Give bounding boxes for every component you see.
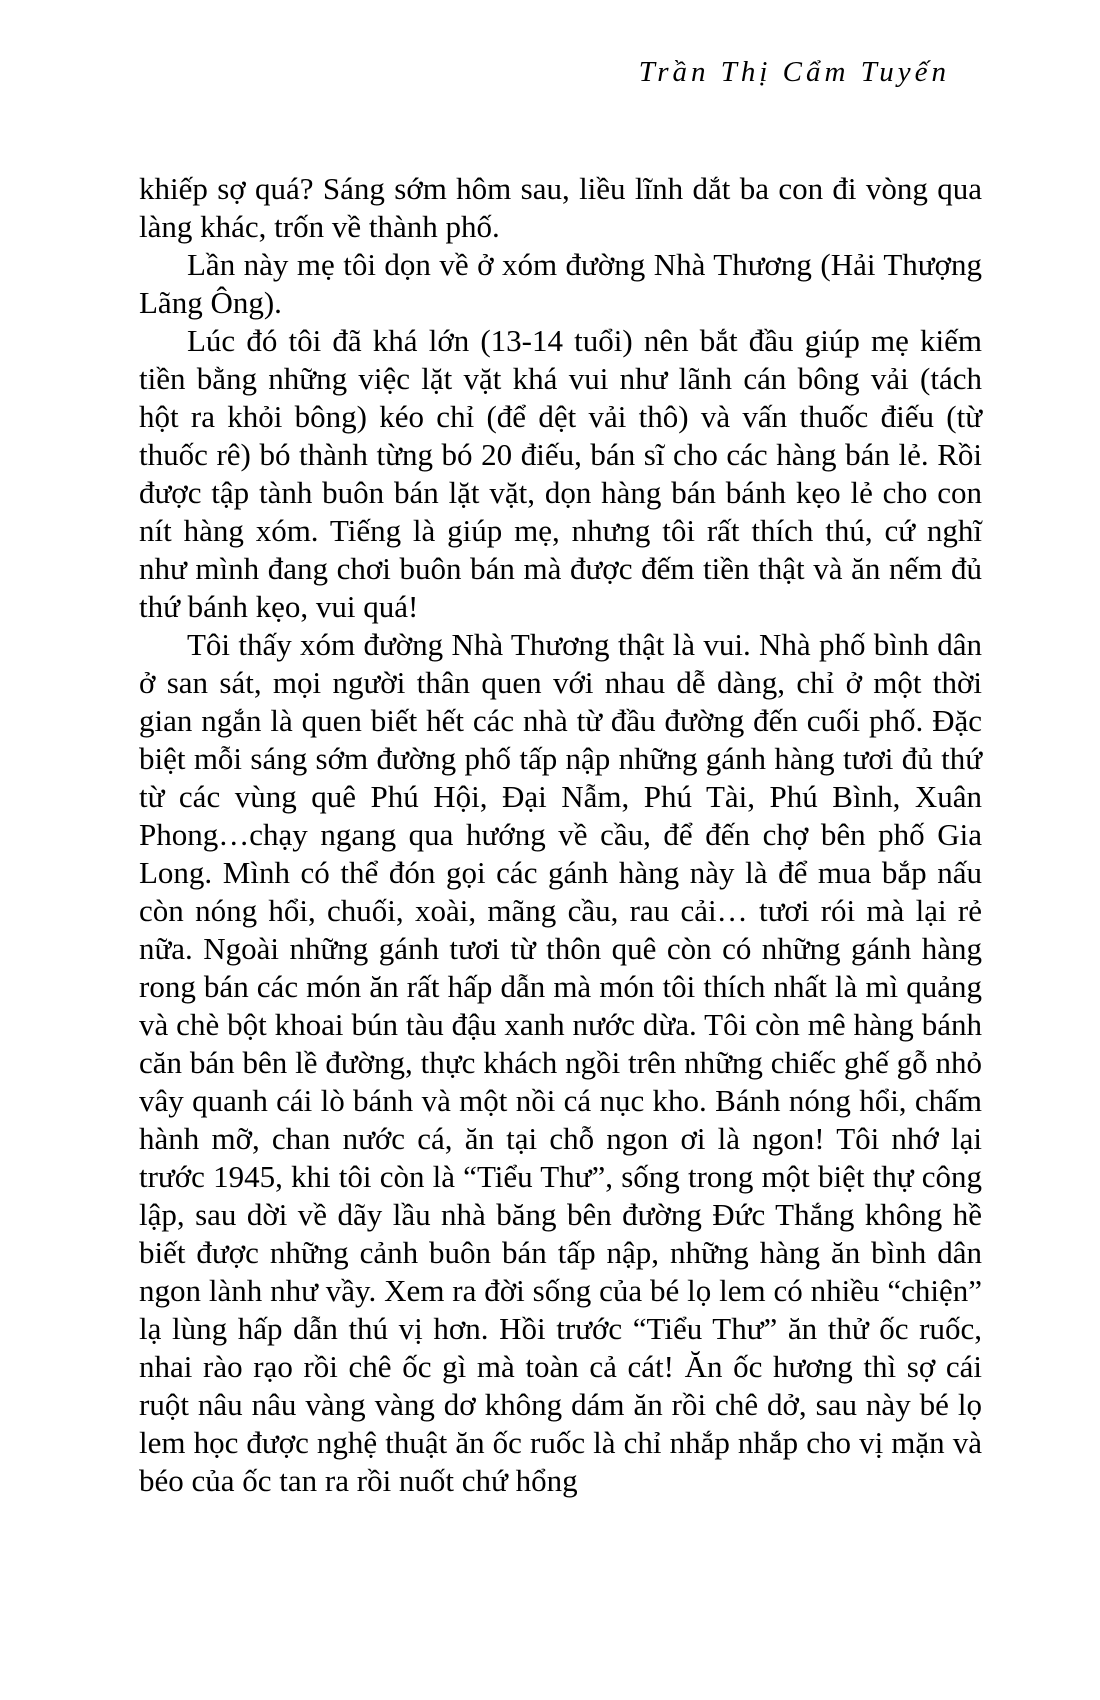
paragraph-continuation: khiếp sợ quá? Sáng sớm hôm sau, liều lĩnh dắt ba con đi vòng qua làng khác, trốn về thành phố.: [139, 171, 982, 244]
running-header-author: Trần Thị Cẩm Tuyến: [638, 56, 950, 88]
paragraph: Lúc đó tôi đã khá lớn (13-14 tuổi) nên bắt đầu giúp mẹ kiếm tiền bằng những việc lặt vặt khá vui như lãnh cán bông vải (tách hột ra khỏi bông) kéo chỉ (để dệt vải thô) và vấn thuốc điếu (từ thuốc rê) bó thành từng bó 20 điếu, bán sĩ cho các hàng bán lẻ. Rồi được tập tành buôn bán lặt vặt, dọn hàng bán bánh kẹo lẻ cho con nít hàng xóm. Tiếng là giúp mẹ, nhưng tôi rất thích thú, cứ nghĩ như mình đang chơi buôn bán mà được đếm tiền thật và ăn nếm đủ thứ bánh kẹo, vui quá!: [139, 323, 982, 624]
paragraph: Tôi thấy xóm đường Nhà Thương thật là vui. Nhà phố bình dân ở san sát, mọi người thân quen với nhau dễ dàng, chỉ ở một thời gian ngắn là quen biết hết các nhà từ đầu đường đến cuối phố. Đặc biệt mỗi sáng sớm đường phố tấp nập những gánh hàng tươi đủ thứ từ các vùng quê Phú Hội, Đại Nẫm, Phú Tài, Phú Bình, Xuân Phong…chạy ngang qua hướng về cầu, để đến chợ bên phố Gia Long. Mình có thể đón gọi các gánh hàng này là để mua bắp nấu còn nóng hổi, chuối, xoài, mãng cầu, rau cải… tươi rói mà lại rẻ nữa. Ngoài những gánh tươi từ thôn quê còn có những gánh hàng rong bán các món ăn rất hấp dẫn mà món tôi thích nhất là mì quảng và chè bột khoai bún tàu đậu xanh nước dừa. Tôi còn mê hàng bánh căn bán bên lề đường, thực khách ngồi trên những chiếc ghế gỗ nhỏ vây quanh cái lò bánh và một nồi cá nục kho. Bánh nóng hổi, chấm hành mỡ, chan nước cá, ăn tại chỗ ngon ơi là ngon! Tôi nhớ lại trước 1945, khi tôi còn là “Tiểu Thư”, sống trong một biệt thự công lập, sau dời về dãy lầu nhà băng bên đường Đức Thắng không hề biết được những cảnh buôn bán tấp nập, những hàng ăn bình dân ngon lành như vầy. Xem ra đời sống của bé lọ lem có nhiều “chiện” lạ lùng hấp dẫn thú vị hơn. Hồi trước “Tiểu Thư” ăn thử ốc ruốc, nhai rào rạo rồi chê ốc gì mà toàn cả cát! Ăn ốc hương thì sợ cái ruột nâu nâu vàng vàng dơ không dám ăn rồi chê dở, sau này bé lọ lem học được nghệ thuật ăn ốc ruốc là chỉ nhắp nhắp cho vị mặn và béo của ốc tan ra rồi nuốt chứ hổng: [139, 627, 982, 1498]
paragraph: Lần này mẹ tôi dọn về ở xóm đường Nhà Thương (Hải Thượng Lãng Ông).: [139, 247, 982, 320]
page-body: [139, 170, 982, 1500]
